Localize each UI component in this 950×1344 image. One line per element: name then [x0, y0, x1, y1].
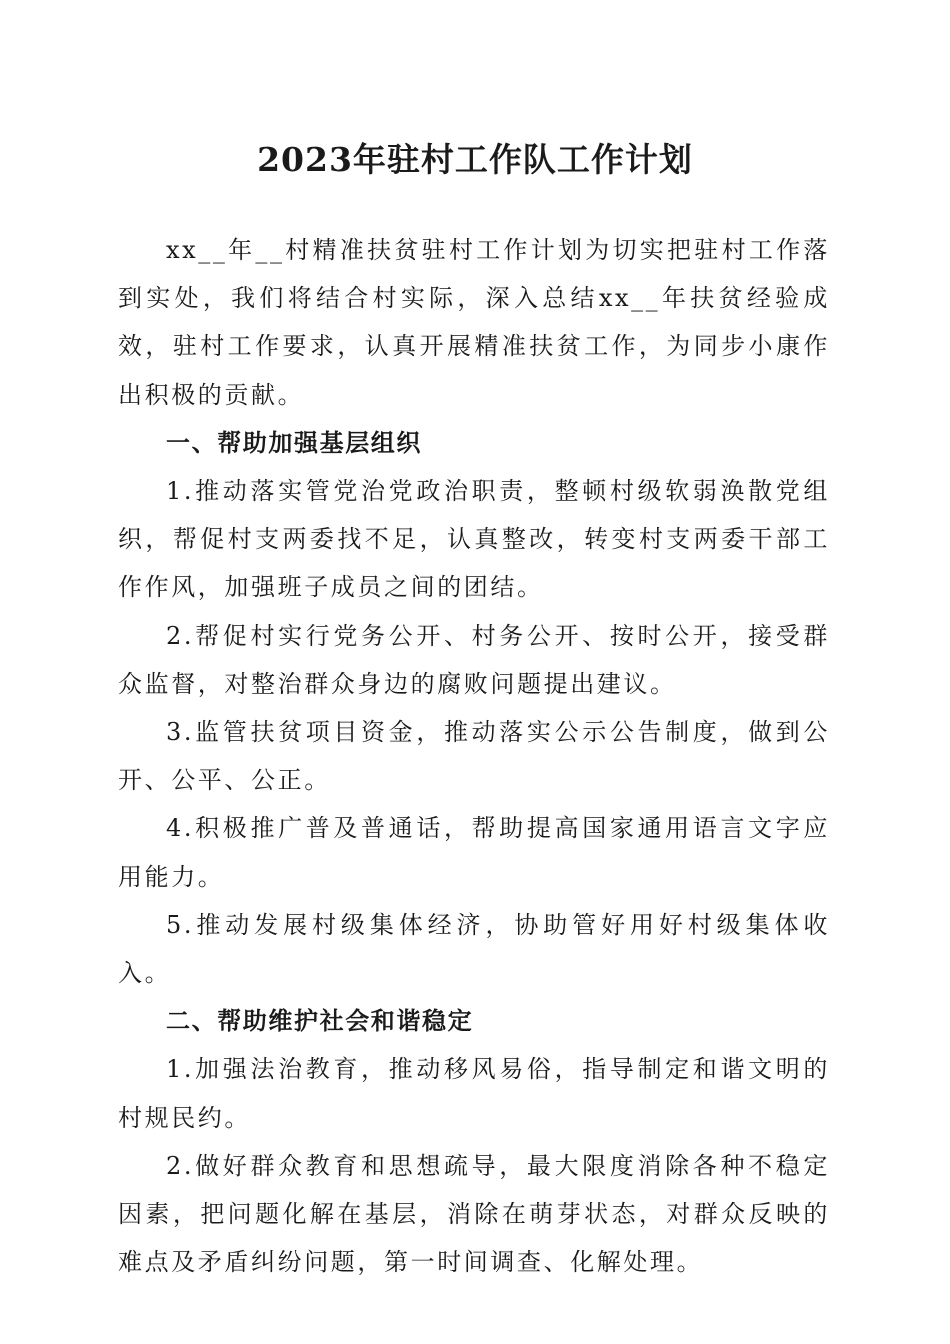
intro-paragraph: xx__年__村精准扶贫驻村工作计划为切实把驻村工作落到实处，我们将结合村实际，深入总结xx__年扶贫经验成效，驻村工作要求，认真开展精准扶贫工作，为同步小康作出积极的贡献。	[118, 236, 830, 409]
section-1-item-3: 3.监管扶贫项目资金，推动落实公示公告制度，做到公开、公平、公正。	[118, 718, 830, 795]
section-1-item-1: 1.推动落实管党治党政治职责，整顿村级软弱涣散党组织，帮促村支两委找不足，认真整改，转变村支两委干部工作作风，加强班子成员之间的团结。	[118, 477, 830, 602]
section-heading-2: 二、帮助维护社会和谐稳定	[166, 1006, 474, 1036]
section-1-item-2: 2.帮促村实行党务公开、村务公开、按时公开，接受群众监督，对整治群众身边的腐败问题提出建议。	[118, 621, 830, 698]
section-2-item-2: 2.做好群众教育和思想疏导，最大限度消除各种不稳定因素，把问题化解在基层，消除在萌芽状态，对群众反映的难点及矛盾纠纷问题，第一时间调查、化解处理。	[118, 1151, 830, 1277]
document-title: 2023年驻村工作队工作计划	[257, 140, 693, 179]
section-heading-1: 一、帮助加强基层组织	[166, 427, 422, 457]
section-1-item-4: 4.积极推广普及普通话，帮助提高国家通用语言文字应用能力。	[118, 814, 830, 891]
section-1-item-5: 5.推动发展村级集体经济，协助管好用好村级集体收入。	[118, 910, 830, 988]
section-2-item-1: 1.加强法治教育，推动移风易俗，指导制定和谐文明的村规民约。	[118, 1055, 830, 1132]
document-body	[118, 226, 830, 1286]
